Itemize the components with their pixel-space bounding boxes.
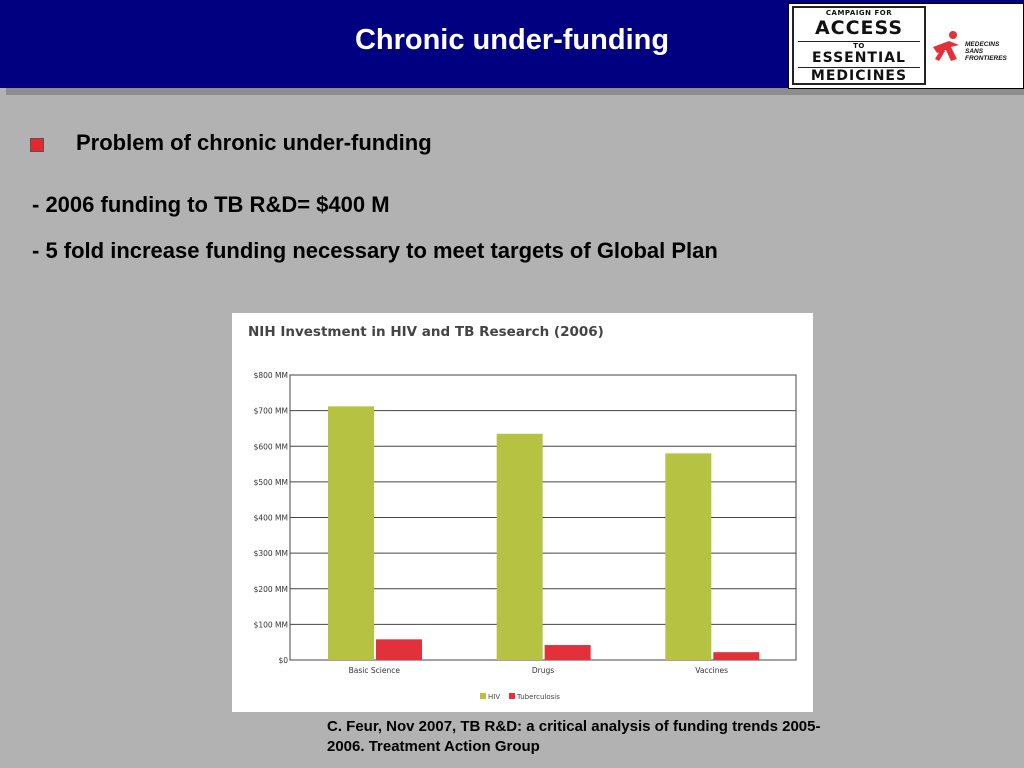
square-bullet-icon — [30, 138, 44, 152]
logo-medicines: MEDICINES — [810, 68, 908, 84]
logo-essential: ESSENTIAL — [812, 50, 906, 66]
legend-swatch — [480, 693, 486, 699]
legend-label: HIV — [488, 693, 501, 701]
msf-runner-icon — [929, 29, 965, 65]
y-tick-label: $0 — [278, 656, 288, 665]
header-shadow — [6, 88, 1024, 95]
logo-to: TO — [853, 42, 865, 50]
bar-tuberculosis-drugs — [545, 645, 591, 660]
source-caption: C. Feur, Nov 2007, TB R&D: a critical analysis of funding trends 2005-2006. Treatment Action Group — [327, 718, 821, 755]
msf-wordmark — [965, 41, 1021, 62]
bar-hiv-basic-science — [328, 406, 374, 660]
y-tick-label: $300 MM — [253, 549, 288, 559]
legend-label: Tuberculosis — [517, 693, 560, 701]
y-tick-label: $100 MM — [253, 620, 288, 630]
y-tick-label: $800 MM — [253, 371, 288, 380]
slide-title: Chronic under-funding — [354, 24, 670, 56]
x-tick-label: Basic Science — [348, 666, 400, 675]
logo-campaign-for: CAMPAIGN FOR — [825, 9, 893, 17]
y-tick-label: $200 MM — [253, 584, 288, 594]
bar-hiv-drugs — [497, 434, 543, 660]
y-tick-label: $400 MM — [253, 513, 288, 523]
y-tick-label: $500 MM — [253, 477, 288, 487]
legend-swatch — [509, 693, 515, 699]
bar-tuberculosis-basic-science — [376, 639, 422, 660]
x-tick-label: Drugs — [531, 666, 555, 675]
chart-title: NIH Investment in HIV and TB Research (2006) — [248, 324, 604, 340]
funding-line: - 2006 funding to TB R&D= $400 M — [32, 192, 390, 217]
access-campaign-logo — [792, 6, 926, 85]
bullet-text: Problem of chronic under-funding — [76, 130, 432, 155]
bar-tuberculosis-vaccines — [713, 652, 759, 660]
chart-panel — [232, 313, 813, 712]
y-tick-label: $700 MM — [253, 406, 288, 416]
logo-panel — [788, 3, 1024, 89]
bar-hiv-vaccines — [665, 453, 711, 660]
msf-line1: MEDECINS — [965, 41, 1000, 48]
msf-line2: SANS FRONTIERES — [965, 48, 1007, 62]
y-tick-label: $600 MM — [253, 442, 288, 452]
logo-access: ACCESS — [814, 17, 904, 39]
msf-logo — [929, 29, 1021, 69]
increase-line: - 5 fold increase funding necessary to meet targets of Global Plan — [32, 238, 718, 263]
x-tick-label: Vaccines — [695, 666, 729, 675]
bar-chart — [232, 313, 813, 712]
